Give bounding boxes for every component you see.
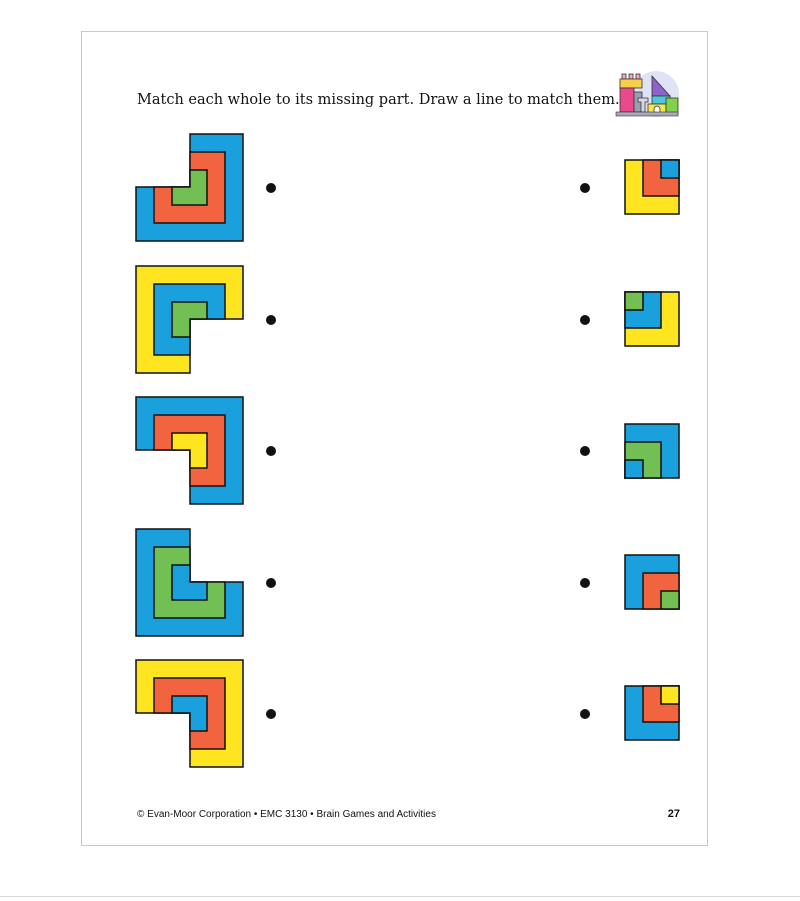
missing-part-3 bbox=[625, 424, 679, 478]
missing-part-4 bbox=[625, 555, 679, 609]
right-match-dot-4[interactable] bbox=[580, 578, 590, 588]
left-match-dot-2[interactable] bbox=[266, 315, 276, 325]
part-green-layer bbox=[661, 591, 679, 609]
left-match-dot-1[interactable] bbox=[266, 183, 276, 193]
whole-shape-green-layer bbox=[172, 302, 207, 337]
missing-part-5 bbox=[625, 686, 679, 740]
whole-shape-blue-layer bbox=[172, 696, 207, 731]
whole-shape-yellow-layer bbox=[172, 433, 207, 468]
part-inner-blue-layer bbox=[625, 460, 643, 478]
right-match-dot-3[interactable] bbox=[580, 446, 590, 456]
part-green-layer bbox=[625, 292, 643, 310]
missing-part-1 bbox=[625, 160, 679, 214]
right-match-dot-1[interactable] bbox=[580, 183, 590, 193]
whole-shape-3 bbox=[136, 397, 243, 504]
whole-shape-1 bbox=[136, 134, 243, 241]
right-match-dot-2[interactable] bbox=[580, 315, 590, 325]
whole-shape-green-layer bbox=[172, 170, 207, 205]
missing-part-2 bbox=[625, 292, 679, 346]
part-blue-layer bbox=[661, 160, 679, 178]
footer-credit: © Evan-Moor Corporation • EMC 3130 • Brain Games and Activities bbox=[137, 809, 436, 820]
whole-shape-5 bbox=[136, 660, 243, 767]
part-yellow-layer bbox=[661, 686, 679, 704]
page-number: 27 bbox=[667, 808, 680, 820]
whole-shape-inner-blue-layer bbox=[172, 565, 207, 600]
right-match-dot-5[interactable] bbox=[580, 709, 590, 719]
left-match-dot-3[interactable] bbox=[266, 446, 276, 456]
whole-shape-2 bbox=[136, 266, 243, 373]
left-match-dot-5[interactable] bbox=[266, 709, 276, 719]
left-match-dot-4[interactable] bbox=[266, 578, 276, 588]
whole-shape-4 bbox=[136, 529, 243, 636]
instructions-text: Match each whole to its missing part. Draw a line to match them. bbox=[137, 92, 620, 108]
